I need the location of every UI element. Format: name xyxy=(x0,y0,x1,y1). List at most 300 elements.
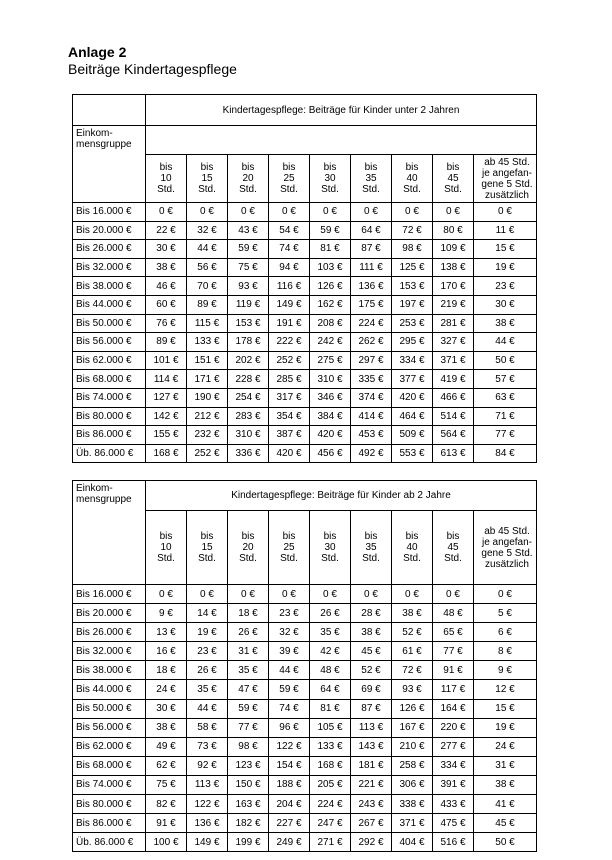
fee-cell: 116 € xyxy=(269,277,310,296)
fee-cell: 75 € xyxy=(146,775,187,794)
fee-cell: 122 € xyxy=(187,795,228,814)
fee-row xyxy=(73,258,537,277)
extra-hours-column-header-line: je angefan- xyxy=(481,536,533,548)
fee-cell: 346 € xyxy=(310,388,351,407)
hours-column-header-line: bis xyxy=(364,162,378,173)
income-bracket-cell: Bis 68.000 € xyxy=(73,370,146,389)
hours-column-header-line: 40 xyxy=(406,173,418,184)
income-bracket-cell: Bis 44.000 € xyxy=(73,295,146,314)
hours-column-header-line: Std. xyxy=(198,184,216,195)
extra-hours-column-header-line: zusätzlich xyxy=(485,189,529,201)
extra-hours-column-header xyxy=(474,155,537,203)
fee-cell: 126 € xyxy=(392,699,433,718)
hours-column-header-line: bis xyxy=(241,531,255,542)
hours-column-header-line: bis xyxy=(159,531,173,542)
fee-cell: 453 € xyxy=(351,426,392,445)
fee-cell: 49 € xyxy=(146,737,187,756)
fee-cell: 133 € xyxy=(310,737,351,756)
fee-cell: 164 € xyxy=(433,699,474,718)
fee-row xyxy=(73,203,537,222)
hours-column-header-line: Std. xyxy=(403,184,421,195)
fee-cell: 89 € xyxy=(146,333,187,352)
extra-fee-cell: 24 € xyxy=(474,737,537,756)
extra-fee-cell: 63 € xyxy=(474,388,537,407)
fee-cell: 220 € xyxy=(433,718,474,737)
fee-cell: 26 € xyxy=(187,661,228,680)
fee-cell: 306 € xyxy=(392,775,433,794)
fee-cell: 249 € xyxy=(269,833,310,852)
extra-fee-cell: 77 € xyxy=(474,426,537,445)
fee-cell: 292 € xyxy=(351,833,392,852)
fee-cell: 43 € xyxy=(228,221,269,240)
fee-cell: 103 € xyxy=(310,258,351,277)
fee-cell: 35 € xyxy=(310,623,351,642)
fee-cell: 317 € xyxy=(269,388,310,407)
fee-cell: 136 € xyxy=(351,277,392,296)
fee-cell: 52 € xyxy=(351,661,392,680)
income-bracket-cell: Bis 38.000 € xyxy=(73,661,146,680)
hours-column-header-line: Std. xyxy=(444,184,462,195)
fee-row xyxy=(73,814,537,833)
fee-cell: 153 € xyxy=(392,277,433,296)
fee-row xyxy=(73,407,537,426)
fee-cell: 77 € xyxy=(433,642,474,661)
fee-cell: 94 € xyxy=(269,258,310,277)
fee-cell: 69 € xyxy=(351,680,392,699)
fee-cell: 181 € xyxy=(351,756,392,775)
fee-cell: 44 € xyxy=(187,240,228,259)
fee-cell: 0 € xyxy=(351,585,392,604)
fee-cell: 334 € xyxy=(392,351,433,370)
fee-cell: 219 € xyxy=(433,295,474,314)
fee-cell: 297 € xyxy=(351,351,392,370)
income-bracket-cell: Bis 56.000 € xyxy=(73,718,146,737)
fee-cell: 59 € xyxy=(228,240,269,259)
hours-column-header-line: Std. xyxy=(280,184,298,195)
fee-row xyxy=(73,795,537,814)
fee-row xyxy=(73,585,537,604)
income-bracket-cell: Bis 16.000 € xyxy=(73,585,146,604)
fee-cell: 98 € xyxy=(392,240,433,259)
fee-cell: 419 € xyxy=(433,370,474,389)
income-bracket-cell: Bis 16.000 € xyxy=(73,203,146,222)
fee-cell: 414 € xyxy=(351,407,392,426)
fee-cell: 32 € xyxy=(269,623,310,642)
extra-hours-column-header xyxy=(474,511,537,585)
fee-row xyxy=(73,295,537,314)
hours-column-header-line: bis xyxy=(323,531,337,542)
fee-cell: 89 € xyxy=(187,295,228,314)
fee-cell: 310 € xyxy=(228,426,269,445)
hours-column-header xyxy=(146,155,187,203)
extra-hours-column-header-line: zusätzlich xyxy=(485,558,529,570)
fee-cell: 0 € xyxy=(351,203,392,222)
fee-cell: 87 € xyxy=(351,699,392,718)
fee-cell: 38 € xyxy=(146,258,187,277)
fee-cell: 464 € xyxy=(392,407,433,426)
extra-fee-cell: 84 € xyxy=(474,444,537,463)
hours-column-header xyxy=(392,511,433,585)
fee-cell: 334 € xyxy=(433,756,474,775)
fee-cell: 374 € xyxy=(351,388,392,407)
income-group-header-line: Einkom- xyxy=(76,128,113,139)
fee-cell: 168 € xyxy=(310,756,351,775)
annex-title: Anlage 2 xyxy=(68,44,127,60)
fee-cell: 14 € xyxy=(187,604,228,623)
income-group-header-line: mensgruppe xyxy=(76,494,132,505)
fee-cell: 101 € xyxy=(146,351,187,370)
fee-cell: 492 € xyxy=(351,444,392,463)
income-bracket-cell: Bis 74.000 € xyxy=(73,388,146,407)
hours-column-header-line: Std. xyxy=(403,553,421,564)
fee-cell: 113 € xyxy=(351,718,392,737)
income-bracket-cell: Bis 56.000 € xyxy=(73,333,146,352)
fee-cell: 91 € xyxy=(433,661,474,680)
fee-cell: 420 € xyxy=(310,426,351,445)
annex-subtitle: Beiträge Kindertagespflege xyxy=(68,61,237,77)
fee-cell: 0 € xyxy=(228,585,269,604)
fee-cell: 92 € xyxy=(187,756,228,775)
fee-cell: 149 € xyxy=(269,295,310,314)
fee-row xyxy=(73,661,537,680)
fee-cell: 91 € xyxy=(146,814,187,833)
fee-cell: 285 € xyxy=(269,370,310,389)
hours-column-header-line: 30 xyxy=(324,173,336,184)
fee-row xyxy=(73,333,537,352)
hours-column-header xyxy=(269,155,310,203)
hours-column-header-line: Std. xyxy=(444,553,462,564)
income-bracket-cell: Bis 86.000 € xyxy=(73,814,146,833)
table-title: Kindertagespflege: Beiträge für Kinder ab 2 Jahre xyxy=(146,481,537,511)
income-bracket-cell: Bis 44.000 € xyxy=(73,680,146,699)
extra-fee-cell: 19 € xyxy=(474,258,537,277)
hours-column-header-line: bis xyxy=(159,162,173,173)
fee-cell: 0 € xyxy=(433,585,474,604)
fee-cell: 105 € xyxy=(310,718,351,737)
fee-row xyxy=(73,370,537,389)
fee-cell: 16 € xyxy=(146,642,187,661)
fee-cell: 59 € xyxy=(310,221,351,240)
fee-cell: 191 € xyxy=(269,314,310,333)
fee-cell: 60 € xyxy=(146,295,187,314)
fee-cell: 243 € xyxy=(351,795,392,814)
hours-column-header-line: 25 xyxy=(283,542,295,553)
empty-header-cell xyxy=(146,126,537,155)
hours-column-header-line: Std. xyxy=(321,184,339,195)
fee-cell: 227 € xyxy=(269,814,310,833)
fee-cell: 224 € xyxy=(310,795,351,814)
fee-cell: 113 € xyxy=(187,775,228,794)
fee-cell: 162 € xyxy=(310,295,351,314)
fee-cell: 253 € xyxy=(392,314,433,333)
fee-cell: 114 € xyxy=(146,370,187,389)
fee-cell: 327 € xyxy=(433,333,474,352)
fee-row xyxy=(73,240,537,259)
income-bracket-cell: Bis 80.000 € xyxy=(73,407,146,426)
fee-cell: 18 € xyxy=(146,661,187,680)
fee-cell: 168 € xyxy=(146,444,187,463)
income-label-row xyxy=(73,126,537,155)
hours-column-header xyxy=(433,155,474,203)
income-bracket-cell: Bis 38.000 € xyxy=(73,277,146,296)
fee-cell: 35 € xyxy=(187,680,228,699)
hours-column-header-line: 20 xyxy=(242,542,254,553)
hours-column-header-line: bis xyxy=(282,531,296,542)
fee-cell: 267 € xyxy=(351,814,392,833)
hours-column-header-line: Std. xyxy=(239,184,257,195)
fee-cell: 371 € xyxy=(433,351,474,370)
fee-cell: 32 € xyxy=(187,221,228,240)
fee-cell: 64 € xyxy=(310,680,351,699)
hours-column-header xyxy=(351,155,392,203)
fee-cell: 210 € xyxy=(392,737,433,756)
fee-cell: 22 € xyxy=(146,221,187,240)
fee-cell: 30 € xyxy=(146,699,187,718)
hours-column-header-line: 15 xyxy=(201,542,213,553)
fee-cell: 38 € xyxy=(351,623,392,642)
fee-cell: 338 € xyxy=(392,795,433,814)
fee-cell: 35 € xyxy=(228,661,269,680)
hours-column-header-line: 30 xyxy=(324,542,336,553)
fee-cell: 205 € xyxy=(310,775,351,794)
fee-cell: 9 € xyxy=(146,604,187,623)
fee-cell: 142 € xyxy=(146,407,187,426)
hours-column-header-line: bis xyxy=(241,162,255,173)
fee-cell: 46 € xyxy=(146,277,187,296)
income-bracket-cell: Bis 86.000 € xyxy=(73,426,146,445)
income-bracket-cell: Bis 20.000 € xyxy=(73,604,146,623)
fee-cell: 258 € xyxy=(392,756,433,775)
income-bracket-cell: Bis 80.000 € xyxy=(73,795,146,814)
fee-cell: 202 € xyxy=(228,351,269,370)
hours-column-header-line: 10 xyxy=(160,173,172,184)
corner-cell xyxy=(73,95,146,126)
income-bracket-cell: Bis 32.000 € xyxy=(73,642,146,661)
fee-cell: 208 € xyxy=(310,314,351,333)
income-bracket-cell: Bis 62.000 € xyxy=(73,351,146,370)
hours-column-header-line: bis xyxy=(282,162,296,173)
fee-row xyxy=(73,444,537,463)
hours-column-header xyxy=(310,511,351,585)
income-bracket-cell: Üb. 86.000 € xyxy=(73,833,146,852)
fee-row xyxy=(73,426,537,445)
fee-cell: 19 € xyxy=(187,623,228,642)
hours-column-header-line: Std. xyxy=(362,553,380,564)
fee-row xyxy=(73,351,537,370)
extra-hours-column-header-line: ab 45 Std. xyxy=(484,156,530,168)
fee-cell: 59 € xyxy=(228,699,269,718)
hours-column-header-line: 40 xyxy=(406,542,418,553)
extra-fee-cell: 38 € xyxy=(474,775,537,794)
hours-column-header xyxy=(310,155,351,203)
fee-cell: 47 € xyxy=(228,680,269,699)
extra-fee-cell: 11 € xyxy=(474,221,537,240)
extra-hours-column-header-line: ab 45 Std. xyxy=(484,525,530,537)
extra-fee-cell: 5 € xyxy=(474,604,537,623)
income-bracket-cell: Bis 20.000 € xyxy=(73,221,146,240)
fee-cell: 262 € xyxy=(351,333,392,352)
income-bracket-cell: Bis 74.000 € xyxy=(73,775,146,794)
fee-cell: 221 € xyxy=(351,775,392,794)
fee-cell: 150 € xyxy=(228,775,269,794)
extra-fee-cell: 12 € xyxy=(474,680,537,699)
fee-cell: 81 € xyxy=(310,699,351,718)
hours-column-header-line: bis xyxy=(446,162,460,173)
hours-column-header-line: Std. xyxy=(157,553,175,564)
fee-cell: 154 € xyxy=(269,756,310,775)
fee-cell: 62 € xyxy=(146,756,187,775)
fee-cell: 0 € xyxy=(433,203,474,222)
extra-fee-cell: 44 € xyxy=(474,333,537,352)
fee-cell: 204 € xyxy=(269,795,310,814)
fee-row xyxy=(73,277,537,296)
hours-column-header-line: Std. xyxy=(157,184,175,195)
fee-cell: 514 € xyxy=(433,407,474,426)
fee-cell: 56 € xyxy=(187,258,228,277)
fee-cell: 48 € xyxy=(310,661,351,680)
extra-fee-cell: 31 € xyxy=(474,756,537,775)
extra-fee-cell: 23 € xyxy=(474,277,537,296)
fee-cell: 127 € xyxy=(146,388,187,407)
fee-row xyxy=(73,756,537,775)
income-bracket-cell: Bis 50.000 € xyxy=(73,699,146,718)
hours-column-header xyxy=(351,511,392,585)
fee-cell: 516 € xyxy=(433,833,474,852)
fee-cell: 65 € xyxy=(433,623,474,642)
fee-cell: 64 € xyxy=(351,221,392,240)
income-group-header xyxy=(73,481,146,585)
fee-cell: 38 € xyxy=(146,718,187,737)
fee-cell: 26 € xyxy=(228,623,269,642)
fee-cell: 336 € xyxy=(228,444,269,463)
hours-column-header xyxy=(146,511,187,585)
fee-cell: 420 € xyxy=(269,444,310,463)
fee-cell: 39 € xyxy=(269,642,310,661)
extra-fee-cell: 50 € xyxy=(474,833,537,852)
fee-cell: 175 € xyxy=(351,295,392,314)
fee-cell: 281 € xyxy=(433,314,474,333)
fee-cell: 275 € xyxy=(310,351,351,370)
hours-column-header-line: Std. xyxy=(280,553,298,564)
fee-cell: 466 € xyxy=(433,388,474,407)
fee-cell: 111 € xyxy=(351,258,392,277)
extra-hours-column-header-line: je angefan- xyxy=(481,167,533,179)
fee-table-from-2 xyxy=(72,480,537,852)
fee-cell: 18 € xyxy=(228,604,269,623)
fee-cell: 136 € xyxy=(187,814,228,833)
fee-cell: 0 € xyxy=(310,585,351,604)
fee-cell: 420 € xyxy=(392,388,433,407)
fee-row xyxy=(73,680,537,699)
fee-cell: 73 € xyxy=(187,737,228,756)
title-row xyxy=(73,481,537,511)
extra-fee-cell: 50 € xyxy=(474,351,537,370)
extra-hours-column-header-line: gene 5 Std. xyxy=(481,547,533,559)
fee-cell: 31 € xyxy=(228,642,269,661)
fee-cell: 247 € xyxy=(310,814,351,833)
fee-cell: 59 € xyxy=(269,680,310,699)
fee-cell: 391 € xyxy=(433,775,474,794)
fee-row xyxy=(73,642,537,661)
fee-cell: 30 € xyxy=(146,240,187,259)
fee-cell: 354 € xyxy=(269,407,310,426)
fee-cell: 138 € xyxy=(433,258,474,277)
fee-cell: 433 € xyxy=(433,795,474,814)
fee-cell: 117 € xyxy=(433,680,474,699)
fee-cell: 190 € xyxy=(187,388,228,407)
fee-cell: 228 € xyxy=(228,370,269,389)
fee-cell: 155 € xyxy=(146,426,187,445)
fee-cell: 87 € xyxy=(351,240,392,259)
fee-cell: 74 € xyxy=(269,240,310,259)
fee-row xyxy=(73,604,537,623)
fee-cell: 0 € xyxy=(228,203,269,222)
extra-fee-cell: 57 € xyxy=(474,370,537,389)
extra-fee-cell: 0 € xyxy=(474,203,537,222)
fee-cell: 277 € xyxy=(433,737,474,756)
fee-cell: 98 € xyxy=(228,737,269,756)
income-group-header xyxy=(73,126,146,203)
fee-row xyxy=(73,623,537,642)
income-bracket-cell: Bis 26.000 € xyxy=(73,240,146,259)
fee-cell: 28 € xyxy=(351,604,392,623)
fee-cell: 384 € xyxy=(310,407,351,426)
fee-cell: 456 € xyxy=(310,444,351,463)
fee-cell: 80 € xyxy=(433,221,474,240)
fee-row xyxy=(73,221,537,240)
fee-row xyxy=(73,833,537,852)
fee-row xyxy=(73,737,537,756)
fee-cell: 143 € xyxy=(351,737,392,756)
fee-cell: 222 € xyxy=(269,333,310,352)
fee-cell: 0 € xyxy=(310,203,351,222)
fee-cell: 48 € xyxy=(433,604,474,623)
fee-cell: 0 € xyxy=(392,203,433,222)
income-bracket-cell: Bis 62.000 € xyxy=(73,737,146,756)
fee-cell: 553 € xyxy=(392,444,433,463)
extra-fee-cell: 0 € xyxy=(474,585,537,604)
fee-cell: 387 € xyxy=(269,426,310,445)
extra-fee-cell: 19 € xyxy=(474,718,537,737)
fee-cell: 224 € xyxy=(351,314,392,333)
extra-fee-cell: 8 € xyxy=(474,642,537,661)
hours-column-header xyxy=(228,155,269,203)
fee-cell: 0 € xyxy=(187,203,228,222)
fee-cell: 197 € xyxy=(392,295,433,314)
extra-fee-cell: 38 € xyxy=(474,314,537,333)
fee-cell: 271 € xyxy=(310,833,351,852)
fee-cell: 475 € xyxy=(433,814,474,833)
fee-cell: 24 € xyxy=(146,680,187,699)
fee-cell: 371 € xyxy=(392,814,433,833)
fee-cell: 72 € xyxy=(392,221,433,240)
fee-cell: 0 € xyxy=(269,203,310,222)
fee-cell: 252 € xyxy=(187,444,228,463)
fee-cell: 153 € xyxy=(228,314,269,333)
fee-cell: 171 € xyxy=(187,370,228,389)
fee-cell: 44 € xyxy=(269,661,310,680)
hours-column-header xyxy=(433,511,474,585)
fee-cell: 74 € xyxy=(269,699,310,718)
fee-cell: 123 € xyxy=(228,756,269,775)
hours-column-header-line: 20 xyxy=(242,173,254,184)
fee-row xyxy=(73,775,537,794)
fee-cell: 93 € xyxy=(228,277,269,296)
fee-cell: 13 € xyxy=(146,623,187,642)
fee-cell: 564 € xyxy=(433,426,474,445)
extra-fee-cell: 6 € xyxy=(474,623,537,642)
fee-cell: 115 € xyxy=(187,314,228,333)
